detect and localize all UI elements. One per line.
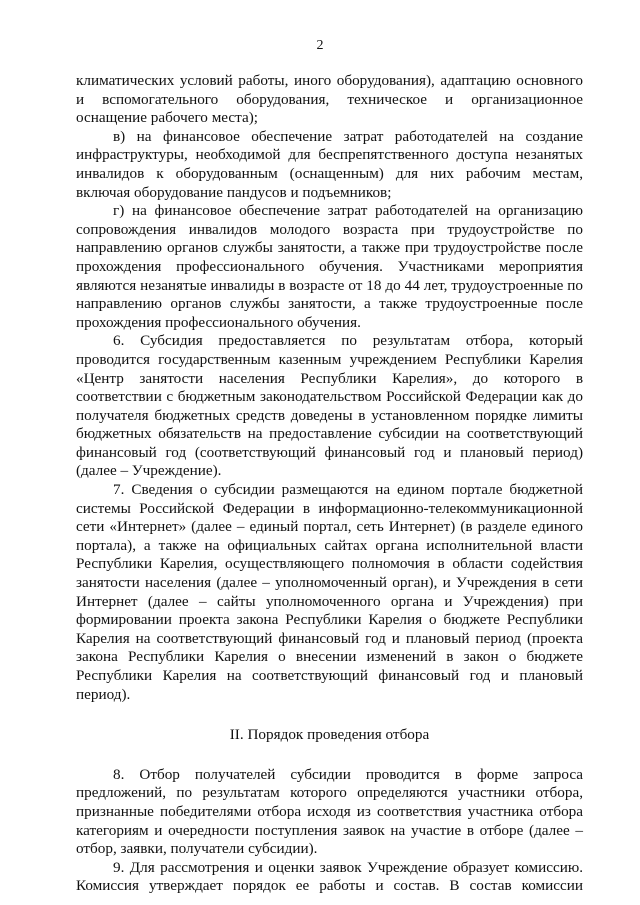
paragraph-item-v: в) на финансовое обеспечение затрат работодателей на создание инфраструктуры, необходимой для беспрепятственного доступа незанятых инвалидов к оборудованным (оснащенным) для них рабочим местам, включая оборудование пандусов и подъемников; <box>76 127 583 201</box>
paragraph-clause-6: 6. Субсидия предоставляется по результатам отбора, который проводится государственным казенным учреждением Республики Карелия «Центр занятости населения Республики Карелия», до которого в соответствии с бюджетным законодательством Российской Федерации как до получателя бюджетных средств доведены в установленном порядке лимиты бюджетных обязательств на предоставление субсидии на соответствующий финансовый год (соответствующий финансовый год и плановый период) (далее – Учреждение). <box>76 332 583 480</box>
paragraph-continuation: климатических условий работы, иного оборудования), адаптацию основного и вспомогательного оборудования, техническое и организационное оснащение рабочего места); <box>76 72 583 127</box>
paragraph-item-g: г) на финансовое обеспечение затрат работодателей на организацию сопровождения инвалидов молодого возраста при трудоустройстве по направлению органов службы занятости, а также при трудоустройстве после прохождения профессионального обучения. Участниками мероприятия являются незанятые инвалиды в возрасте от 18 до 44 лет, трудоустроенные по направлению органов службы занятости, а также трудоустроенные после прохождения профессионального обучения. <box>76 202 583 331</box>
page-number: 2 <box>316 38 324 53</box>
section-heading: II. Порядок проведения отбора <box>229 726 430 744</box>
document-body <box>76 72 583 896</box>
paragraph-clause-7: 7. Сведения о субсидии размещаются на едином портале бюджетной системы Российской Федерации в информационно-телекоммуникационной сети «Интернет» (далее – единый портал, сеть Интернет) (в разделе единого портала), а также на официальных сайтах органа исполнительной власти Республики Карелия, осуществляющего полномочия в области содействия занятости населения (далее – уполномоченный орган), и Учреждения в сети Интернет (далее – сайты уполномоченного органа и Учреждения) при формировании проекта закона Республики Карелия о бюджете Республики Карелия на соответствующий финансовый год и плановый период (проекта закона Республики Карелия о внесении изменений в закон о бюджете Республики Карелия на соответствующий финансовый год и плановый период). <box>76 481 583 703</box>
paragraph-clause-8: 8. Отбор получателей субсидии проводится в форме запроса предложений, по результатам которого определяются участники отбора, признанные победителями отбора исходя из соответствия участника отбора категориям и очередности поступления заявок на участие в отборе (далее – отбор, заявки, получатели субсидии). <box>76 765 583 858</box>
paragraph-clause-9: 9. Для рассмотрения и оценки заявок Учреждение образует комиссию. Комиссия утверждает порядок ее работы и состав. В состав комиссии <box>76 858 583 895</box>
